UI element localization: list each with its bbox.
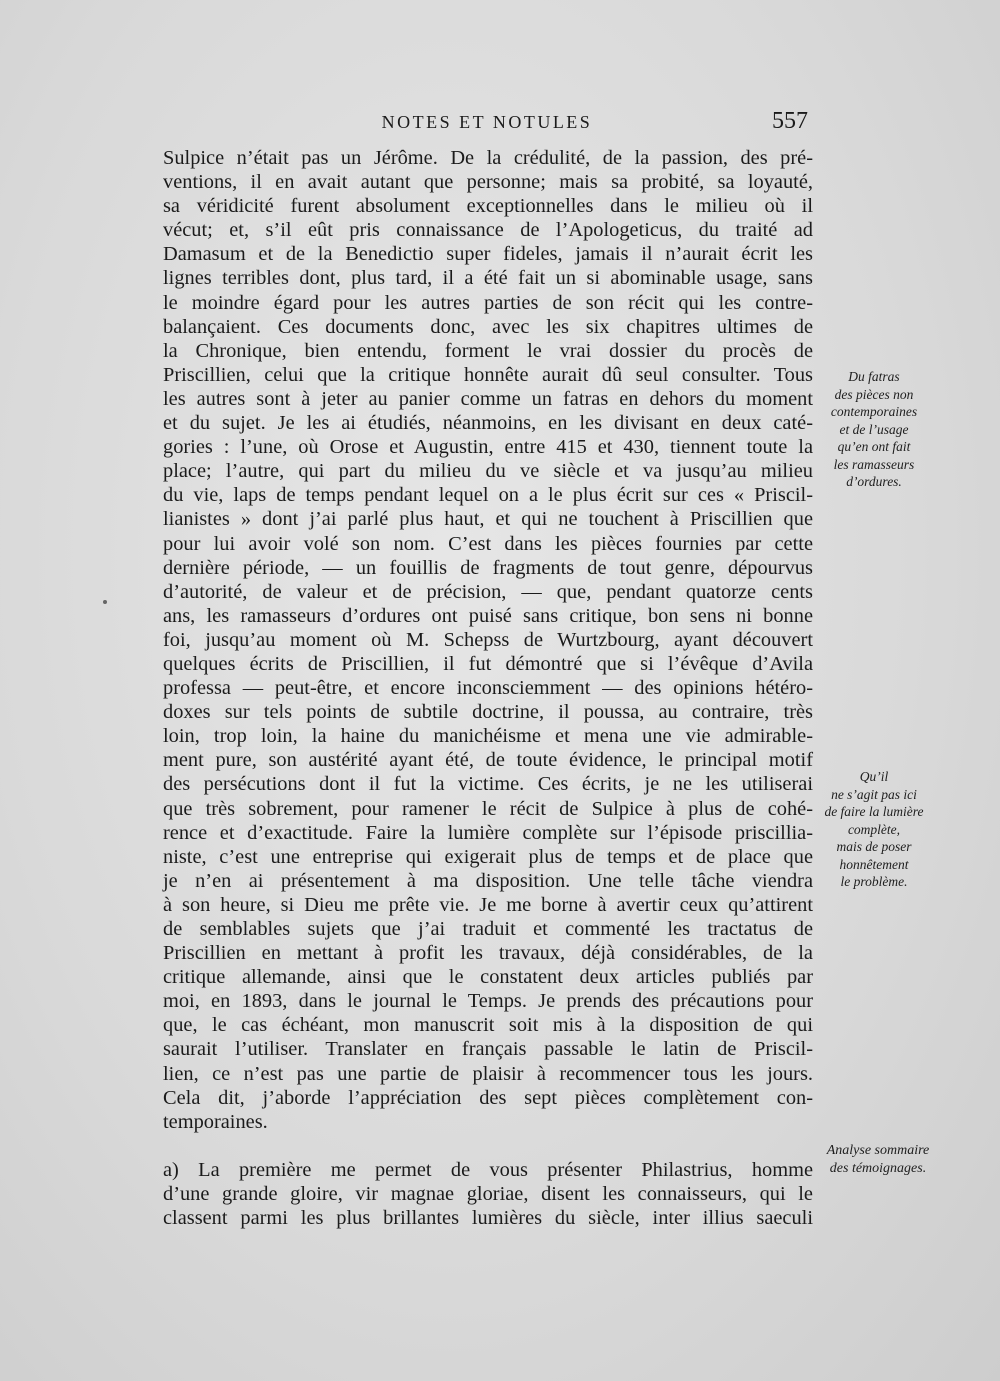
text-line: a) La première me permet de vous présenter Philastrius, homme <box>163 1158 813 1181</box>
text-line: quelques écrits de Priscillien, il fut démontré que si l’évêque d’Avila <box>163 652 813 675</box>
margin-note-line: des témoignages. <box>829 1160 927 1176</box>
text-line: à son heure, si Dieu me prête vie. Je me borne à avertir ceux qu’attirent <box>163 893 813 916</box>
margin-note-line: qu’en ont fait <box>837 439 911 454</box>
margin-note-analyse <box>812 1142 944 1177</box>
text-line: moi, en 1893, dans le journal le Temps. Je prends des précautions pour <box>163 990 813 1013</box>
text-line: ans, les ramasseurs d’ordures ont puisé sans critique, bon sens ni bonne <box>163 604 813 627</box>
text-line: des persécutions dont il fut la victime. Ces écrits, je ne les utiliserai <box>163 773 813 796</box>
body-text <box>163 146 813 1230</box>
text-line: et du sujet. Je les ai étudiés, néanmoins, en les divisant en deux caté- <box>163 412 813 435</box>
margin-note-lumiere <box>812 768 936 891</box>
paragraph-gap <box>163 1134 813 1158</box>
text-line: que très sobrement, pour ramener le récit de Sulpice à plus de cohé- <box>163 797 813 820</box>
text-line: loin, trop loin, la haine du manichéisme et mena une vie admirable- <box>163 725 813 748</box>
page-number: 557 <box>772 108 808 134</box>
margin-note-line: de faire la lumière <box>824 804 924 819</box>
margin-note-line: honnêtement <box>839 856 909 872</box>
text-line: pour lui avoir volé son nom. C’est dans les pièces fournies par cette <box>163 532 813 555</box>
text-line: le moindre égard pour les autres parties de son récit qui les contre- <box>163 291 813 314</box>
text-line: ventions, il en avait autant que personne; mais sa probité, sa loyauté, <box>163 171 813 194</box>
text-line: les autres sont à jeter au panier comme un fatras en dehors du moment <box>163 387 813 410</box>
text-line: doxes sur tels points de subtile doctrine, il poussa, au contraire, très <box>163 701 813 724</box>
margin-note-line: des pièces non <box>834 386 914 402</box>
text-line: professa — peut-être, et encore inconsciemment — des opinions hétéro- <box>163 677 813 700</box>
paragraph-a <box>163 1158 813 1230</box>
text-line: Damasum et de la Benedictio super fideles, jamais il n’aurait écrit les <box>163 243 813 266</box>
text-line: d’autorité, de valeur et de précision, — que, pendant quatorze cents <box>163 580 813 603</box>
margin-dot <box>103 600 107 604</box>
text-line: Priscillien, celui que la critique honnête aurait dû seul consulter. Tous <box>163 363 813 386</box>
text-line: Priscillien en mettant à profit les travaux, déjà considérables, de la <box>163 942 813 965</box>
text-line: d’une grande gloire, vir magnae gloriae, disent les connaisseurs, qui le <box>163 1182 813 1205</box>
text-line: foi, jusqu’au moment où M. Schepss de Wurtzbourg, ayant découvert <box>163 628 813 651</box>
text-line: balançaient. Ces documents donc, avec les six chapitres ultimes de <box>163 315 813 338</box>
margin-note-line: contemporaines <box>830 404 918 419</box>
margin-note-line: Analyse sommaire <box>826 1143 930 1158</box>
margin-note-line: les ramasseurs <box>833 456 915 472</box>
text-line: gories : l’une, où Orose et Augustin, entre 415 et 430, tiennent toute la <box>163 436 813 459</box>
text-line: Sulpice n’était pas un Jérôme. De la crédulité, de la passion, des pré- <box>163 147 813 169</box>
text-line: du vie, laps de temps pendant lequel on a le plus écrit sur ces « Priscil- <box>163 484 813 507</box>
text-line: lianistes » dont j’ai parlé plus haut, et qui ne touchent à Priscillien que <box>163 508 813 531</box>
margin-note-line: d’ordures. <box>846 474 902 489</box>
margin-note-line: et de l’usage <box>839 421 909 437</box>
text-line: rence et d’exactitude. Faire la lumière complète sur l’épisode priscillia- <box>163 821 813 844</box>
margin-note-line: complète, <box>847 821 901 837</box>
text-line: vécut; et, s’il eût pris connaissance de l’Apologeticus, du traité ad <box>163 219 813 242</box>
text-line: de semblables sujets que j’ai traduit et commenté les tractatus de <box>163 918 813 940</box>
text-line: Cela dit, j’aborde l’appréciation des sept pièces complètement con- <box>163 1086 813 1109</box>
text-line: que, le cas échéant, mon manuscrit soit mis à la disposition de qui <box>163 1014 813 1037</box>
text-line: saurait l’utiliser. Translater en français passable le latin de Priscil- <box>163 1038 813 1061</box>
text-line: niste, c’est une entreprise qui exigerait plus de temps et de place que <box>163 845 813 868</box>
text-line: temporaines. <box>163 1110 268 1133</box>
margin-note-line: mais de poser <box>836 839 912 854</box>
paragraph-main <box>163 146 813 1134</box>
text-line: dernière période, — un fouillis de fragments de tout genre, dépourvus <box>163 556 813 579</box>
running-title: NOTES ET NOTULES <box>381 112 593 132</box>
text-line: critique allemande, ainsi que le constatent deux articles publiés par <box>163 966 813 989</box>
text-line: la Chronique, bien entendu, forment le vrai dossier du procès de <box>163 339 813 362</box>
text-line: je n’en ai présentement à ma disposition. Une telle tâche viendra <box>163 869 813 892</box>
text-line: classent parmi les plus brillantes lumières du siècle, inter illius saeculi <box>163 1207 813 1230</box>
margin-note-line: ne s’agit pas ici <box>831 786 917 802</box>
margin-note-line: Du fatras <box>848 369 900 384</box>
text-line: sa véridicité furent absolument exceptionnelles dans le milieu où il <box>163 195 813 218</box>
margin-note-line: le problème. <box>840 874 908 889</box>
text-line: lignes terribles dont, plus tard, il a été fait un si abominable usage, sans <box>163 267 813 290</box>
margin-note-line: Qu’il <box>859 769 889 784</box>
text-line: place; l’autre, qui part du milieu du ve siècle et va jusqu’au milieu <box>163 460 813 483</box>
page-header <box>162 108 812 138</box>
text-line: lien, ce n’est pas une partie de plaisir à recommencer tous les jours. <box>163 1062 813 1085</box>
text-line: ment pure, son austérité ayant été, de toute évidence, le principal motif <box>163 749 813 772</box>
margin-note-fatras <box>818 368 930 491</box>
